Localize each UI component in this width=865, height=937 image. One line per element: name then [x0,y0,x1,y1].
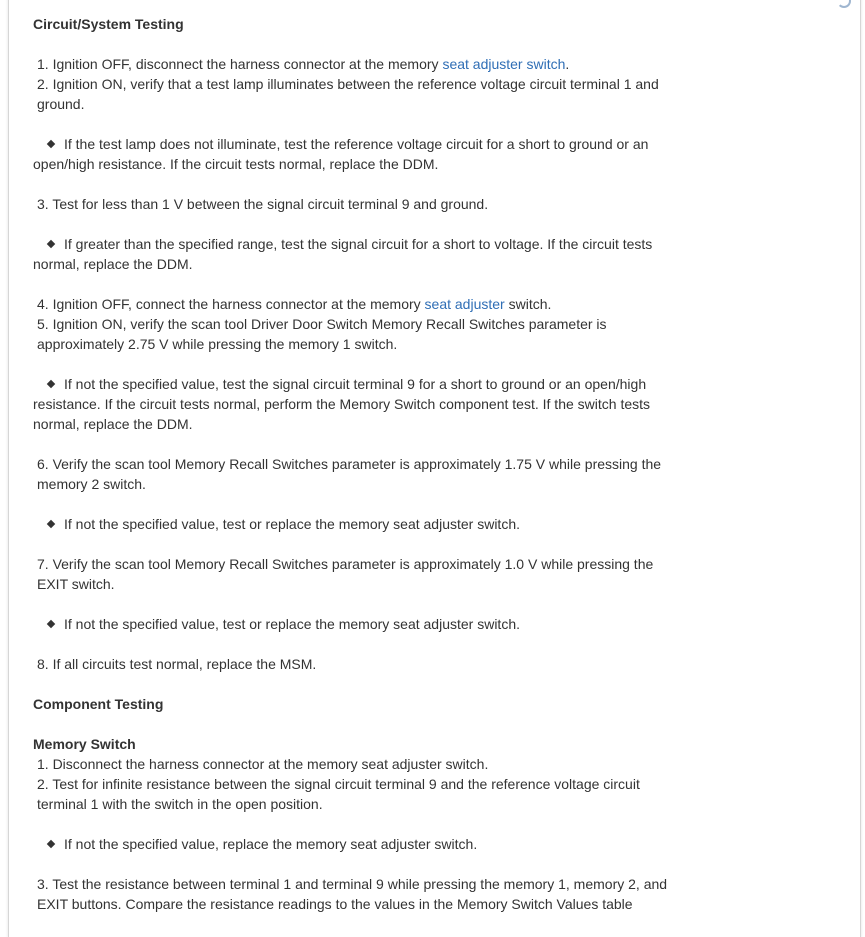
bullet-1-text: If the test lamp does not illuminate, test the reference voltage circuit for a short to ground or an open/high resistance. If the circuit tests normal, replace the DDM. [33,136,649,172]
bullet-diamond-icon [47,840,55,848]
bullet-diamond-icon [47,380,55,388]
step-1-end: . [565,56,570,72]
bullet-diamond-icon [47,140,55,148]
component-bullet-1 [33,834,673,854]
bullet-3-text: If not the specified value, test the signal circuit terminal 9 for a short to ground or an open/high resistance. If the circuit tests normal, perform the Memory Switch component test. If the switch tests normal, replace the DDM. [33,376,651,432]
step-4-text: 4. Ignition OFF, connect the harness connector at the memory [37,296,425,312]
subheading-memory-switch: Memory Switch [33,736,136,752]
step-2: 2. Ignition ON, verify that a test lamp illuminates between the reference voltage circuit terminal 1 and ground. [37,76,659,112]
step-8: 8. If all circuits test normal, replace the MSM. [37,656,317,672]
step-7: 7. Verify the scan tool Memory Recall Switches parameter is approximately 1.0 V while pressing the EXIT switch. [37,556,654,592]
bullet-diamond-icon [47,520,55,528]
bullet-3 [33,374,673,434]
step-4-end: switch. [504,296,552,312]
step-4 [33,294,673,314]
bullet-5 [33,614,673,634]
component-step-2: 2. Test for infinite resistance between the signal circuit terminal 9 and the reference voltage circuit terminal 1 with the switch in the open position. [37,776,640,812]
seat-adjuster-switch-link[interactable]: seat adjuster switch [442,56,566,72]
bullet-diamond-icon [47,620,55,628]
step-5: 5. Ignition ON, verify the scan tool Driver Door Switch Memory Recall Switches parameter is approximately 2.75 V while pressing the memory 1 switch. [37,316,607,352]
bullet-1 [33,134,673,174]
section-heading-component-testing: Component Testing [33,696,164,712]
step-1 [33,54,673,74]
step-3: 3. Test for less than 1 V between the signal circuit terminal 9 and ground. [37,196,489,212]
seat-adjuster-link[interactable]: seat adjuster [424,296,505,312]
bullet-2 [33,234,673,274]
step-1-text: 1. Ignition OFF, disconnect the harness connector at the memory [37,56,443,72]
document-content [33,14,673,914]
bullet-diamond-icon [47,240,55,248]
component-bullet-1-text: If not the specified value, replace the memory seat adjuster switch. [64,836,478,852]
bullet-4 [33,514,673,534]
bullet-5-text: If not the specified value, test or replace the memory seat adjuster switch. [64,616,520,632]
section-heading-circuit-system-testing: Circuit/System Testing [33,16,184,32]
component-step-1: 1. Disconnect the harness connector at the memory seat adjuster switch. [37,756,489,772]
bullet-4-text: If not the specified value, test or replace the memory seat adjuster switch. [64,516,520,532]
step-6: 6. Verify the scan tool Memory Recall Switches parameter is approximately 1.75 V while pressing the memory 2 switch. [37,456,662,492]
bullet-2-text: If greater than the specified range, test the signal circuit for a short to voltage. If the circuit tests normal, replace the DDM. [33,236,653,272]
component-step-3: 3. Test the resistance between terminal 1 and terminal 9 while pressing the memory 1, memory 2, and EXIT buttons. Compare the resistance readings to the values in the Memory Switch Values table [37,876,668,912]
